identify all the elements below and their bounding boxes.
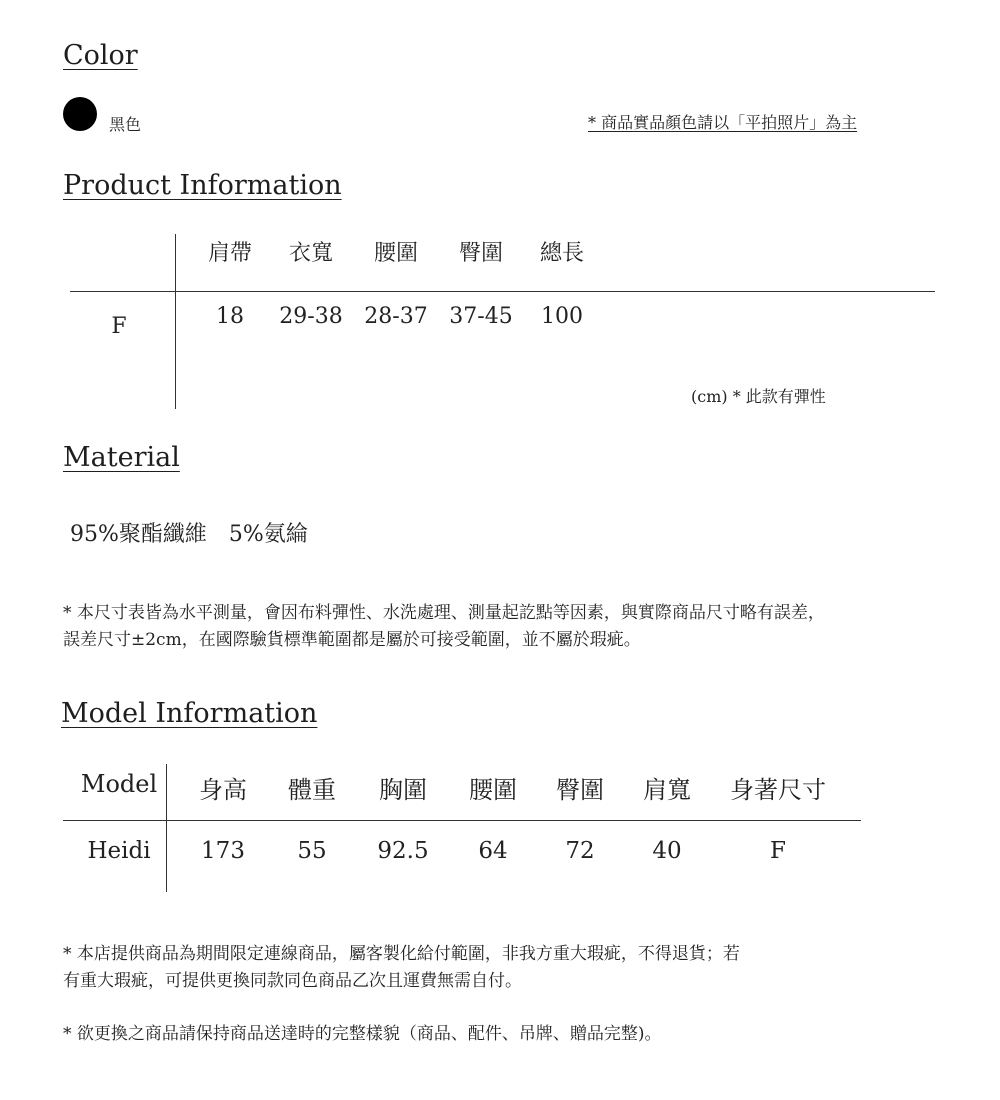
header-shoulder-width: 肩寬 <box>643 776 691 804</box>
value-size-worn: F <box>770 838 786 864</box>
value-weight: 55 <box>297 838 327 864</box>
header-hip: 臀圍 <box>458 241 504 266</box>
value-height: 173 <box>201 838 245 864</box>
value-width: 29-38 <box>279 304 343 329</box>
header-weight: 體重 <box>288 776 336 804</box>
value-shoulder-strap: 18 <box>216 304 244 329</box>
model-info-title: Model Information <box>61 698 318 729</box>
header-bust: 胸圍 <box>379 776 427 804</box>
product-info-title: Product Information <box>63 170 342 201</box>
color-name: 黑色 <box>109 115 142 134</box>
header-model-waist: 腰圍 <box>469 776 517 804</box>
color-swatch-black[interactable] <box>63 97 97 131</box>
header-height: 身高 <box>199 776 247 804</box>
value-model-hip: 72 <box>565 838 595 864</box>
value-length: 100 <box>541 304 583 329</box>
header-size-worn: 身著尺寸 <box>730 776 826 804</box>
row-label-size: F <box>111 314 127 339</box>
unit-elastic-note: (cm) * 此款有彈性 <box>691 387 826 406</box>
header-waist: 腰圍 <box>373 241 419 266</box>
model-table-divider-vertical <box>166 764 167 892</box>
photo-color-note: * 商品實品顏色請以「平拍照片」為主 <box>588 113 858 132</box>
header-length: 總長 <box>539 241 585 266</box>
header-width: 衣寬 <box>288 241 334 266</box>
value-hip: 37-45 <box>449 304 513 329</box>
header-model-hip: 臀圍 <box>556 776 604 804</box>
model-name: Heidi <box>87 838 151 864</box>
value-shoulder-width: 40 <box>652 838 682 864</box>
policy-note1-line2: 有重大瑕疵，可提供更換同款同色商品乙次且運費無需自付。 <box>63 971 522 991</box>
model-table-divider-horizontal <box>63 820 861 821</box>
policy-note2: * 欲更換之商品請保持商品送達時的完整樣貌（商品、配件、吊牌、贈品完整)。 <box>63 1024 662 1044</box>
value-model-waist: 64 <box>478 838 508 864</box>
table-divider-horizontal <box>70 291 935 292</box>
color-section-title: Color <box>63 40 138 71</box>
header-shoulder-strap: 肩帶 <box>207 241 253 266</box>
material-title: Material <box>63 442 180 473</box>
value-bust: 92.5 <box>377 838 429 864</box>
size-note-line1: * 本尺寸表皆為水平測量，會因布料彈性、水洗處理、測量起訖點等因素，與實際商品尺寸略有誤差， <box>63 603 825 623</box>
table-divider-vertical <box>175 234 176 409</box>
model-row-header: Model <box>80 770 158 798</box>
value-waist: 28-37 <box>364 304 428 329</box>
size-note-line2: 誤差尺寸±2cm，在國際驗貨標準範圍都是屬於可接受範圍，並不屬於瑕疵。 <box>63 630 641 650</box>
policy-note1-line1: * 本店提供商品為期間限定連線商品，屬客製化給付範圍，非我方重大瑕疵，不得退貨；若 <box>63 944 740 964</box>
material-composition: 95%聚酯纖維 5%氨綸 <box>70 522 308 547</box>
